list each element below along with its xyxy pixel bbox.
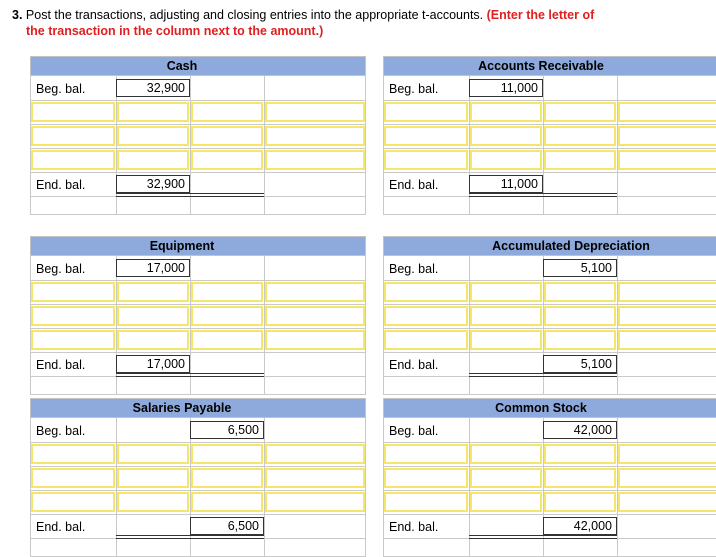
entry-input-row3-col3[interactable] <box>191 150 263 170</box>
entry-input-row3-col3[interactable] <box>191 492 263 512</box>
entry-input-row2-col2[interactable] <box>117 306 189 326</box>
grid-line-horizontal <box>30 214 366 215</box>
account-title-bar <box>383 398 716 418</box>
entry-input-row2-col2[interactable] <box>117 126 189 146</box>
entry-input-row1-col1[interactable] <box>31 282 115 302</box>
entry-input-row3-col1[interactable] <box>31 150 115 170</box>
entry-input-row1-col2[interactable] <box>117 282 189 302</box>
account-title: Accumulated Depreciation <box>492 239 650 253</box>
entry-input-row2-col2[interactable] <box>117 468 189 488</box>
grid-line-horizontal <box>383 466 716 467</box>
entry-input-row2-col1[interactable] <box>384 126 468 146</box>
entry-input-row3-col4[interactable] <box>618 150 716 170</box>
entry-input-row3-col3[interactable] <box>544 330 616 350</box>
question-text: Post the transactions, adjusting and closing entries into the appropriate t-accounts. <box>25 8 484 22</box>
entry-input-row2-col1[interactable] <box>31 126 115 146</box>
account-title: Salaries Payable <box>132 401 232 415</box>
double-underline <box>116 193 190 197</box>
double-underline <box>469 373 543 377</box>
t-account-accounts-receivable <box>383 56 716 215</box>
account-title: Cash <box>166 59 198 73</box>
entry-input-row1-col4[interactable] <box>265 444 365 464</box>
t-account-salaries-payable <box>30 398 366 557</box>
entry-input-row2-col1[interactable] <box>31 468 115 488</box>
entry-input-row1-col4[interactable] <box>618 102 716 122</box>
entry-input-row3-col4[interactable] <box>618 330 716 350</box>
entry-input-row2-col4[interactable] <box>618 468 716 488</box>
account-title-bar <box>30 56 366 76</box>
end-bal-amount: 6,500 <box>190 517 264 535</box>
grid-line-horizontal <box>30 328 366 329</box>
entry-input-row2-col3[interactable] <box>191 126 263 146</box>
entry-input-row3-col1[interactable] <box>31 492 115 512</box>
account-title-bar <box>383 236 716 256</box>
double-underline <box>190 193 264 197</box>
entry-input-row1-col4[interactable] <box>265 282 365 302</box>
grid-line-horizontal <box>383 352 716 353</box>
entry-input-row2-col3[interactable] <box>544 468 616 488</box>
question-number: 3. <box>12 8 23 22</box>
instruction-text-1: (Enter the letter of <box>486 8 595 22</box>
t-account-equipment <box>30 236 366 395</box>
account-title: Equipment <box>149 239 215 253</box>
grid-line-vertical <box>365 76 366 215</box>
grid-line-horizontal <box>30 304 366 305</box>
grid-line-horizontal <box>383 394 716 395</box>
entry-input-row1-col3[interactable] <box>544 102 616 122</box>
entry-input-row2-col1[interactable] <box>384 468 468 488</box>
end-bal-label: End. bal. <box>36 358 86 372</box>
end-bal-amount: 5,100 <box>543 355 617 373</box>
double-underline <box>116 373 190 377</box>
t-account-accumulated-depreciation <box>383 236 716 395</box>
end-bal-amount: 11,000 <box>469 175 543 193</box>
end-bal-amount: 17,000 <box>116 355 190 373</box>
entry-input-row1-col2[interactable] <box>470 102 542 122</box>
beg-bal-label: Beg. bal. <box>36 82 86 96</box>
end-bal-label: End. bal. <box>36 178 86 192</box>
grid-line-horizontal <box>383 100 716 101</box>
beg-bal-label: Beg. bal. <box>36 262 86 276</box>
grid-line-horizontal <box>30 172 366 173</box>
entry-input-row3-col1[interactable] <box>31 330 115 350</box>
grid-line-horizontal <box>383 124 716 125</box>
entry-input-row1-col2[interactable] <box>470 444 542 464</box>
entry-input-row3-col1[interactable] <box>384 492 468 512</box>
entry-input-row1-col4[interactable] <box>265 102 365 122</box>
entry-input-row1-col1[interactable] <box>384 282 468 302</box>
entry-input-row3-col2[interactable] <box>117 330 189 350</box>
grid-line-horizontal <box>30 514 366 515</box>
entry-input-row1-col1[interactable] <box>384 444 468 464</box>
grid-line-horizontal <box>30 280 366 281</box>
entry-input-row1-col2[interactable] <box>470 282 542 302</box>
entry-input-row2-col4[interactable] <box>618 126 716 146</box>
t-account-common-stock <box>383 398 716 557</box>
account-title-bar <box>30 236 366 256</box>
entry-input-row2-col3[interactable] <box>191 468 263 488</box>
entry-input-row3-col3[interactable] <box>544 492 616 512</box>
double-underline <box>116 535 190 539</box>
entry-input-row1-col1[interactable] <box>31 102 115 122</box>
entry-input-row2-col2[interactable] <box>470 306 542 326</box>
entry-input-row1-col4[interactable] <box>618 282 716 302</box>
grid-line-horizontal <box>30 352 366 353</box>
entry-input-row1-col3[interactable] <box>191 282 263 302</box>
entry-input-row2-col1[interactable] <box>31 306 115 326</box>
grid-line-horizontal <box>383 328 716 329</box>
grid-line-horizontal <box>383 514 716 515</box>
end-bal-label: End. bal. <box>389 520 439 534</box>
entry-input-row2-col3[interactable] <box>544 306 616 326</box>
t-account-cash <box>30 56 366 215</box>
end-bal-amount: 32,900 <box>116 175 190 193</box>
entry-input-row3-col4[interactable] <box>265 492 365 512</box>
entry-input-row3-col3[interactable] <box>544 150 616 170</box>
double-underline <box>543 535 617 539</box>
entry-input-row3-col4[interactable] <box>265 330 365 350</box>
double-underline <box>469 193 543 197</box>
entry-input-row1-col3[interactable] <box>191 102 263 122</box>
double-underline <box>190 373 264 377</box>
grid-line-horizontal <box>30 490 366 491</box>
grid-line-horizontal <box>383 442 716 443</box>
double-underline <box>543 373 617 377</box>
entry-input-row3-col4[interactable] <box>265 150 365 170</box>
double-underline <box>190 535 264 539</box>
beg-bal-amount: 17,000 <box>116 259 190 277</box>
grid-line-horizontal <box>383 280 716 281</box>
entry-input-row1-col2[interactable] <box>117 102 189 122</box>
grid-line-vertical <box>365 418 366 557</box>
entry-input-row3-col2[interactable] <box>470 492 542 512</box>
beg-bal-amount: 6,500 <box>190 421 264 439</box>
grid-line-horizontal <box>383 172 716 173</box>
entry-input-row1-col3[interactable] <box>544 282 616 302</box>
entry-input-row2-col4[interactable] <box>265 306 365 326</box>
question-line-1 <box>12 7 594 23</box>
end-bal-label: End. bal. <box>389 358 439 372</box>
end-bal-amount: 42,000 <box>543 517 617 535</box>
double-underline <box>469 535 543 539</box>
grid-line-horizontal <box>383 490 716 491</box>
entry-input-row2-col2[interactable] <box>470 126 542 146</box>
grid-line-horizontal <box>383 304 716 305</box>
entry-input-row3-col4[interactable] <box>618 492 716 512</box>
beg-bal-amount: 32,900 <box>116 79 190 97</box>
grid-line-horizontal <box>30 148 366 149</box>
entry-input-row2-col4[interactable] <box>265 468 365 488</box>
entry-input-row1-col1[interactable] <box>31 444 115 464</box>
grid-line-horizontal <box>383 148 716 149</box>
grid-line-horizontal <box>30 124 366 125</box>
beg-bal-amount: 42,000 <box>543 421 617 439</box>
entry-input-row2-col3[interactable] <box>544 126 616 146</box>
account-title-bar <box>383 56 716 76</box>
entry-input-row3-col2[interactable] <box>470 150 542 170</box>
entry-input-row1-col2[interactable] <box>117 444 189 464</box>
grid-line-vertical <box>365 256 366 395</box>
entry-input-row3-col2[interactable] <box>117 150 189 170</box>
entry-input-row1-col4[interactable] <box>618 444 716 464</box>
grid-line-horizontal <box>30 466 366 467</box>
question-line-2 <box>26 23 323 39</box>
beg-bal-label: Beg. bal. <box>389 424 439 438</box>
entry-input-row2-col4[interactable] <box>618 306 716 326</box>
entry-input-row2-col3[interactable] <box>191 306 263 326</box>
entry-input-row3-col2[interactable] <box>470 330 542 350</box>
entry-input-row3-col3[interactable] <box>191 330 263 350</box>
beg-bal-amount: 5,100 <box>543 259 617 277</box>
double-underline <box>543 193 617 197</box>
entry-input-row3-col1[interactable] <box>384 330 468 350</box>
instruction-text-2: the transaction in the column next to the amount.) <box>26 24 324 38</box>
grid-line-horizontal <box>30 100 366 101</box>
entry-input-row2-col2[interactable] <box>470 468 542 488</box>
entry-input-row2-col4[interactable] <box>265 126 365 146</box>
entry-input-row1-col3[interactable] <box>544 444 616 464</box>
end-bal-label: End. bal. <box>389 178 439 192</box>
entry-input-row1-col3[interactable] <box>191 444 263 464</box>
beg-bal-amount: 11,000 <box>469 79 543 97</box>
grid-line-horizontal <box>30 442 366 443</box>
entry-input-row3-col2[interactable] <box>117 492 189 512</box>
beg-bal-label: Beg. bal. <box>389 262 439 276</box>
account-title-bar <box>30 398 366 418</box>
entry-input-row2-col1[interactable] <box>384 306 468 326</box>
entry-input-row3-col1[interactable] <box>384 150 468 170</box>
end-bal-label: End. bal. <box>36 520 86 534</box>
account-title: Common Stock <box>495 401 587 415</box>
grid-line-horizontal <box>383 214 716 215</box>
grid-line-horizontal <box>30 394 366 395</box>
account-title: Accounts Receivable <box>478 59 604 73</box>
entry-input-row1-col1[interactable] <box>384 102 468 122</box>
beg-bal-label: Beg. bal. <box>36 424 86 438</box>
beg-bal-label: Beg. bal. <box>389 82 439 96</box>
